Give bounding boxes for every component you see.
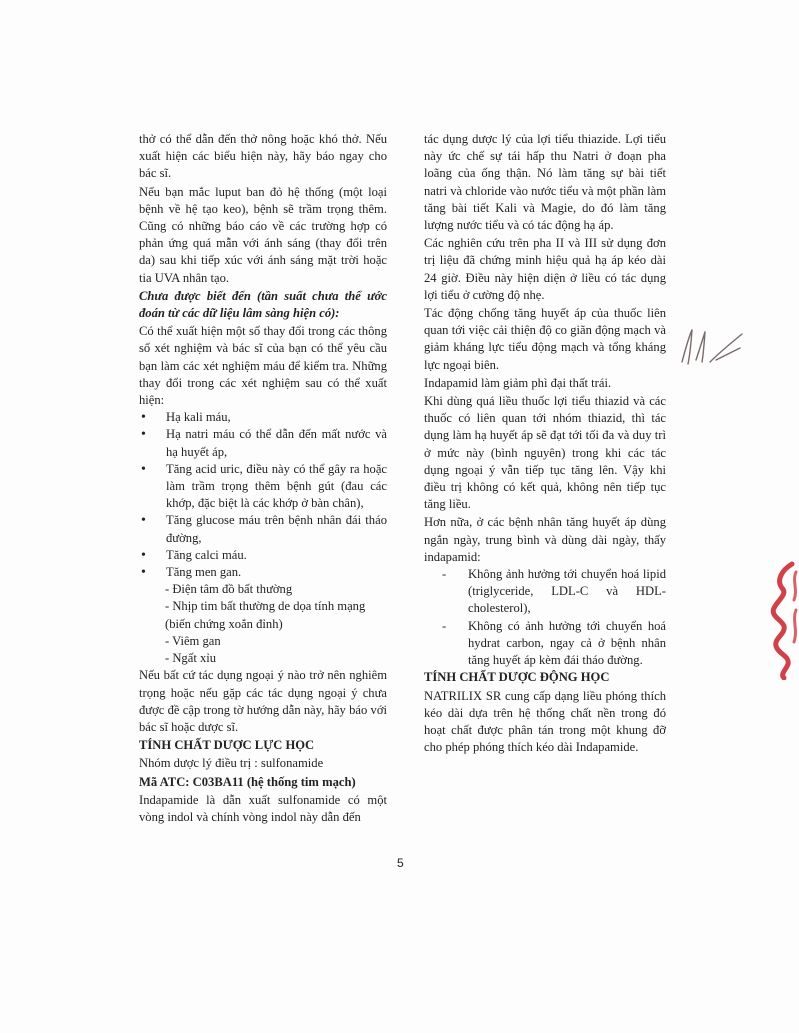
left-column — [139, 131, 387, 826]
right-column — [424, 131, 666, 756]
paragraph: Có thể xuất hiện một số thay đổi trong các thông số xét nghiệm và bác sĩ của bạn có thể yêu cầu bạn làm các xét nghiệm máu để kiểm tra. Những thay đổi trong các xét nghiệm sau có thể xuất hiện: — [139, 324, 387, 408]
drug-group: Nhóm dược lý điều trị : sulfonamide — [139, 756, 324, 771]
unknown-frequency-heading: Chưa được biết đến (tần suất chưa thể ước đoán từ các dữ liệu lâm sàng hiện có): — [139, 288, 387, 321]
bullet-list — [139, 409, 387, 581]
paragraph: Các nghiên cứu trên pha II và III sử dụng đơn trị liệu đã chứng minh hiệu quả hạ áp kéo dài 24 giờ. Điều này hiện diện ở liều có tác dụng lợi tiểu ở cường độ nhẹ. — [424, 236, 666, 302]
list-item: - Điện tâm đồ bất thường — [165, 582, 293, 597]
list-item: • Hạ kali máu, — [139, 409, 387, 426]
list-item: - Không có ảnh hưởng tới chuyển hoá hydrat carbon, ngay cả ở bệnh nhân tăng huyết áp kèm đái tháo đường. — [438, 618, 666, 670]
list-item: • Tăng calci máu. — [139, 547, 387, 564]
list-item: - Không ảnh hưởng tới chuyển hoá lipid (triglyceride, LDL-C và HDL-cholesterol), — [438, 566, 666, 618]
paragraph: Hơn nữa, ở các bệnh nhân tăng huyết áp dùng ngắn ngày, trung bình và dùng dài ngày, thấy indapamid: — [424, 515, 666, 564]
list-item: - Ngất xỉu — [165, 651, 217, 666]
stamp-mark — [752, 560, 799, 680]
list-item: • Hạ natri máu có thể dẫn đến mất nước và hạ huyết áp, — [139, 426, 387, 460]
list-item: • Tăng men gan. — [139, 564, 387, 581]
paragraph: Indapamide là dẫn xuất sulfonamide có một vòng indol và chính vòng indol này dẫn đến — [139, 792, 387, 824]
atc-code: Mã ATC: C03BA11 (hệ thống tim mạch) — [139, 774, 356, 789]
paragraph: Tác động chống tăng huyết áp của thuốc liên quan tới việc cải thiện độ co giãn động mạch và giảm kháng lực tiểu động mạch và tổng kháng lực ngoại biên. — [424, 306, 666, 372]
paragraph: tác dụng dược lý của lợi tiểu thiazide. Lợi tiểu này ức chế sự tái hấp thu Natri ở đoạn pha loãng của ống thận. Nó làm tăng sự bài tiết natri và chloride vào nước tiểu và một phần làm tăng bài tiết Kali và Magie, do đó làm tăng lượng nước tiểu và có tác động hạ áp. — [424, 132, 666, 233]
paragraph: Indapamid làm giảm phì đại thất trái. — [424, 375, 612, 390]
pharmacokinetics-heading: TÍNH CHẤT DƯỢC ĐỘNG HỌC — [424, 670, 610, 685]
page-number: 5 — [397, 856, 404, 870]
list-item: - Viêm gan — [165, 633, 221, 648]
list-item: - Nhịp tim bất thường de dọa tính mạng (biến chứng xoắn đỉnh) — [165, 599, 366, 631]
dash-list — [424, 566, 666, 669]
signature-mark — [676, 322, 748, 372]
paragraph: Nếu bất cứ tác dụng ngoại ý nào trở nên nghiêm trọng hoặc nếu gặp các tác dụng ngoại ý chưa được đề cập trong tờ hướng dẫn này, hãy báo với bác sĩ hoặc dược sĩ. — [139, 668, 387, 734]
list-item: • Tăng acid uric, điều này có thể gây ra hoặc làm trầm trọng thêm bệnh gút (đau các khớp, đặc biệt là các khớp ở bàn chân), — [139, 461, 387, 513]
sub-list — [139, 581, 387, 667]
pharmacodynamics-heading: TÍNH CHẤT DƯỢC LỰC HỌC — [139, 738, 315, 753]
list-item: • Tăng glucose máu trên bệnh nhân đái tháo đường, — [139, 512, 387, 546]
paragraph: Nếu bạn mắc luput ban đỏ hệ thống (một loại bệnh về hệ tạo keo), bệnh sẽ trầm trọng thêm. Cũng có những báo cáo về các trường hợp có phản ứng quá mẫn với ánh sáng (thay đổi trên da) sau khi tiếp xúc với ánh sáng mặt trời hoặc tia UVA nhân tạo. — [139, 184, 387, 285]
paragraph: NATRILIX SR cung cấp dạng liều phóng thích kéo dài dựa trên hệ thống chất nền trong đó hoạt chất được phân tán trong một khung đỡ cho phép phóng thích kéo dài Indapamide. — [424, 688, 666, 755]
paragraph: Khi dùng quá liều thuốc lợi tiểu thiazid và các thuốc có liên quan tới nhóm thiazid, thì tác dụng làm hạ huyết áp sẽ đạt tới tối đa và duy trì ở mức này (bình nguyên) trong khi các tác dụng ngoại ý vẫn tiếp tục tăng lên. Vậy khi điều trị không có kết quả, không nên tiếp tục tăng liều. — [424, 394, 666, 512]
paragraph: thở có thể dẫn đến thở nông hoặc khó thở. Nếu xuất hiện các biểu hiện này, hãy báo ngay cho bác sĩ. — [139, 132, 387, 181]
